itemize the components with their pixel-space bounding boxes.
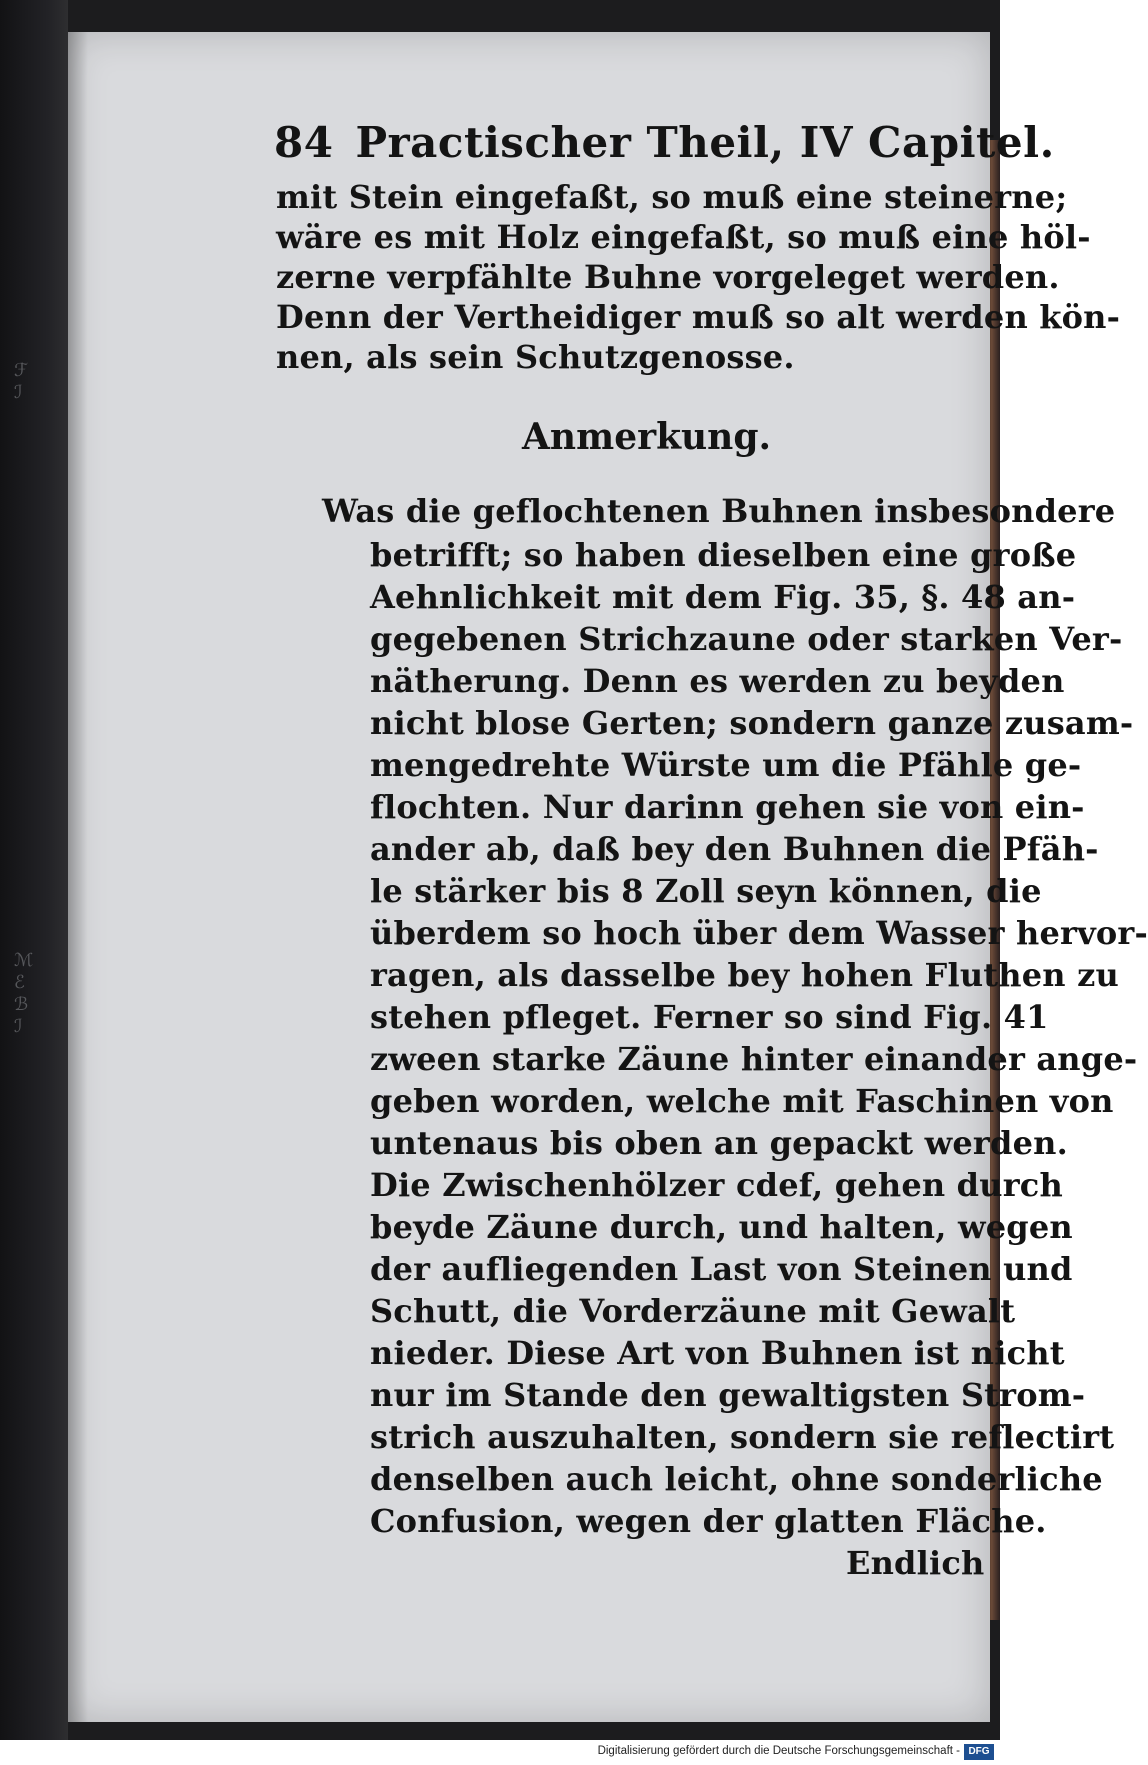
book-spine [0, 0, 68, 1740]
page-gutter-shadow [68, 32, 88, 1722]
note-line: ragen, als dasselbe bey hohen Fluthen zu [370, 956, 1119, 994]
note-line: flochten. Nur darinn gehen sie von ein- [370, 788, 1085, 826]
note-line: nicht blose Gerten; sondern ganze zusam- [370, 704, 1134, 742]
bleed-through-mark: ℱ ℐ [14, 360, 29, 403]
note-line: strich auszuhalten, sondern sie reflectirt [370, 1418, 1115, 1456]
note-line: Confusion, wegen der glatten Fläche. [370, 1502, 1047, 1540]
note-line: zween starke Zäune hinter einander ange- [370, 1040, 1138, 1078]
note-line: geben worden, welche mit Faschinen von [370, 1082, 1114, 1120]
body-line: mit Stein eingefaßt, so muß eine steinerne; [276, 178, 1068, 216]
note-line: der aufliegenden Last von Steinen und [370, 1250, 1073, 1288]
bleed-through-mark: ℳ ℰ ℬ ℐ [14, 950, 34, 1037]
note-line: Aehnlichkeit mit dem Fig. 35, §. 48 an- [370, 578, 1076, 616]
note-line: stehen pfleget. Ferner so sind Fig. 41 [370, 998, 1049, 1036]
catchword: Endlich [846, 1544, 985, 1582]
digitization-footer [0, 1740, 1000, 1765]
footer-credit: Digitalisierung gefördert durch die Deutsche Forschungsgemeinschaft - [597, 1745, 960, 1757]
running-title: Practischer Theil, IV Capitel. [355, 118, 1055, 167]
note-line: Was die geflochtenen Buhnen insbesondere [322, 492, 1116, 530]
note-line: nieder. Diese Art von Buhnen ist nicht [370, 1334, 1065, 1372]
note-line: gegebenen Strichzaune oder starken Ver- [370, 620, 1123, 658]
note-line: denselben auch leicht, ohne sonderliche [370, 1460, 1103, 1498]
section-heading: Anmerkung. [522, 416, 772, 458]
note-line: Schutt, die Vorderzäune mit Gewalt [370, 1292, 1016, 1330]
page-number: 84 [274, 118, 334, 167]
note-line: le stärker bis 8 Zoll seyn können, die [370, 872, 1042, 910]
note-line: Die Zwischenhölzer cdef, gehen durch [370, 1166, 1063, 1204]
note-line: nätherung. Denn es werden zu beyden [370, 662, 1065, 700]
note-line: betrifft; so haben dieselben eine große [370, 536, 1077, 574]
note-line: ander ab, daß bey den Buhnen die Pfäh- [370, 830, 1099, 868]
running-header [274, 118, 1055, 167]
note-line: beyde Zäune durch, und halten, wegen [370, 1208, 1073, 1246]
body-line: nen, als sein Schutzgenosse. [276, 338, 795, 376]
body-line: zerne verpfählte Buhne vorgeleget werden. [276, 258, 1060, 296]
body-line: wäre es mit Holz eingefaßt, so muß eine höl- [276, 218, 1091, 256]
dfg-logo-icon: DFG [964, 1744, 994, 1760]
body-line: Denn der Vertheidiger muß so alt werden kön- [276, 298, 1121, 336]
note-line: untenaus bis oben an gepackt werden. [370, 1124, 1068, 1162]
note-line: überdem so hoch über dem Wasser hervor- [370, 914, 1148, 952]
note-line: nur im Stande den gewaltigsten Strom- [370, 1376, 1086, 1414]
note-line: mengedrehte Würste um die Pfähle ge- [370, 746, 1082, 784]
